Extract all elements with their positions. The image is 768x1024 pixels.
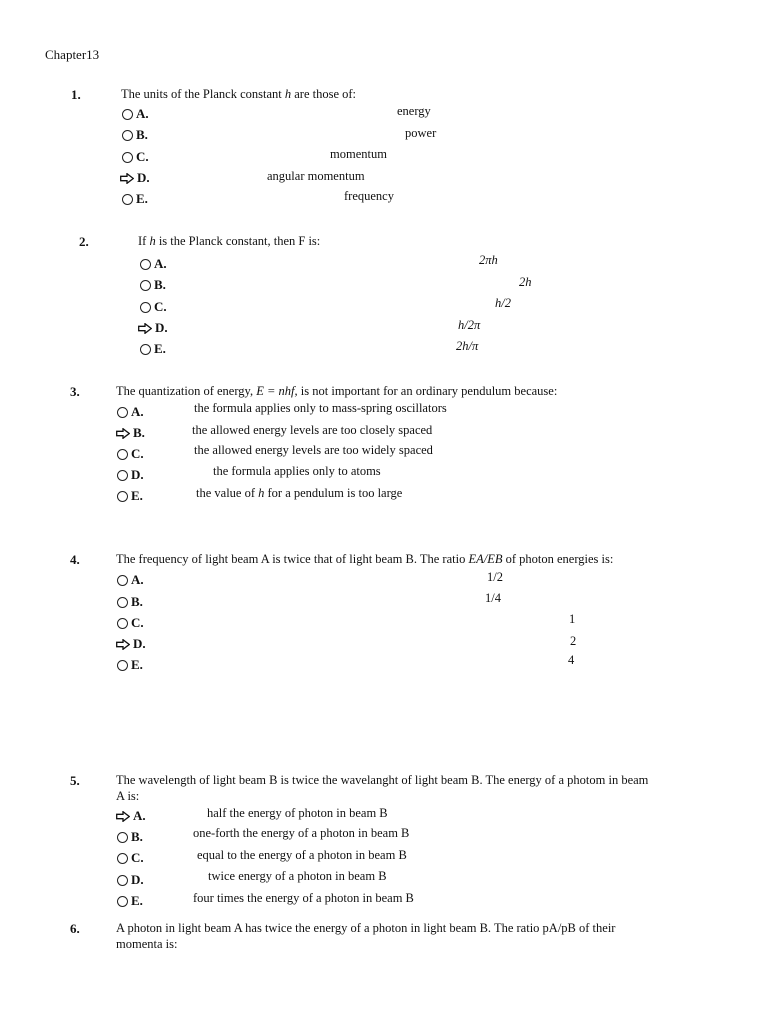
radio-button[interactable] — [122, 194, 133, 205]
option-text: 2h — [519, 275, 532, 289]
question-number: 2. — [79, 234, 89, 249]
radio-button[interactable] — [117, 470, 128, 481]
option-text: 2 — [570, 634, 577, 648]
option-text: twice energy of a photon in beam B — [208, 869, 387, 883]
radio-button[interactable] — [117, 660, 128, 671]
option-text: 1/4 — [485, 591, 501, 605]
radio-button[interactable] — [122, 152, 133, 163]
option-text: frequency — [344, 189, 394, 203]
radio-button[interactable] — [117, 853, 128, 864]
option-text: 4 — [568, 653, 575, 667]
question-number: 1. — [71, 87, 81, 102]
arrow-right-icon — [138, 323, 152, 334]
option-2d[interactable]: D. — [138, 320, 168, 336]
option-4e[interactable]: E. — [117, 657, 143, 673]
question-text-continued: momenta is: — [116, 937, 178, 951]
option-1e[interactable]: E. — [122, 191, 148, 207]
question-text: The quantization of energy, E = nhf, is not important for an ordinary pendulum because: — [116, 384, 558, 398]
option-text: the allowed energy levels are too closely spaced — [192, 423, 433, 437]
radio-button[interactable] — [140, 280, 151, 291]
option-text: power — [405, 126, 437, 140]
option-1b[interactable]: B. — [122, 127, 148, 143]
radio-button[interactable] — [117, 618, 128, 629]
option-text: 2h/π — [456, 339, 479, 353]
question-text: The frequency of light beam A is twice that of light beam B. The ratio EA/EB of photon energies is: — [116, 552, 614, 566]
option-1c[interactable]: C. — [122, 149, 149, 165]
radio-button[interactable] — [140, 259, 151, 270]
option-3d[interactable]: D. — [117, 467, 144, 483]
option-text: the allowed energy levels are too widely spaced — [194, 443, 433, 457]
option-3e[interactable]: E. — [117, 488, 143, 504]
option-5d[interactable]: D. — [117, 872, 144, 888]
radio-button[interactable] — [122, 130, 133, 141]
option-2b[interactable]: B. — [140, 277, 166, 293]
option-3c[interactable]: C. — [117, 446, 144, 462]
option-1d[interactable]: D. — [120, 170, 150, 186]
option-text: four times the energy of a photon in beam B — [193, 891, 414, 905]
chapter-title: Chapter13 — [45, 47, 100, 62]
option-4d[interactable]: D. — [116, 636, 146, 652]
option-text: equal to the energy of a photon in beam B — [197, 848, 407, 862]
option-4a[interactable]: A. — [117, 572, 144, 588]
radio-button[interactable] — [117, 597, 128, 608]
option-text: angular momentum — [267, 169, 365, 183]
option-2c[interactable]: C. — [140, 299, 167, 315]
radio-button[interactable] — [117, 491, 128, 502]
option-3a[interactable]: A. — [117, 404, 144, 420]
arrow-right-icon — [116, 428, 130, 439]
option-text: half the energy of photon in beam B — [207, 806, 388, 820]
option-4b[interactable]: B. — [117, 594, 143, 610]
option-5b[interactable]: B. — [117, 829, 143, 845]
option-4c[interactable]: C. — [117, 615, 144, 631]
radio-button[interactable] — [117, 832, 128, 843]
question-text-continued: A is: — [116, 789, 140, 803]
option-text: the formula applies only to atoms — [213, 464, 381, 478]
radio-button[interactable] — [117, 896, 128, 907]
option-5a[interactable]: A. — [116, 808, 146, 824]
option-text: h/2 — [495, 296, 511, 310]
option-text: 2πh — [479, 253, 498, 267]
radio-button[interactable] — [140, 302, 151, 313]
option-5e[interactable]: E. — [117, 893, 143, 909]
option-2e[interactable]: E. — [140, 341, 166, 357]
option-text: 1 — [569, 612, 576, 626]
option-text: the formula applies only to mass-spring oscillators — [194, 401, 447, 415]
arrow-right-icon — [116, 811, 130, 822]
radio-button[interactable] — [117, 407, 128, 418]
option-3b[interactable]: B. — [116, 425, 145, 441]
question-number: 6. — [70, 921, 80, 936]
option-text: momentum — [330, 147, 387, 161]
radio-button[interactable] — [117, 575, 128, 586]
question-text: The units of the Planck constant h are those of: — [121, 87, 357, 101]
option-text: energy — [397, 104, 431, 118]
question-number: 3. — [70, 384, 80, 399]
question-number: 4. — [70, 552, 80, 567]
option-text: 1/2 — [487, 570, 503, 584]
option-2a[interactable]: A. — [140, 256, 167, 272]
arrow-right-icon — [116, 639, 130, 650]
option-text: one-forth the energy of a photon in beam B — [193, 826, 410, 840]
question-text: The wavelength of light beam B is twice the wavelanght of light beam B. The energy of a photom in beam — [116, 773, 649, 787]
option-text: h/2π — [458, 318, 481, 332]
arrow-right-icon — [120, 173, 134, 184]
question-number: 5. — [70, 773, 80, 788]
radio-button[interactable] — [140, 344, 151, 355]
option-text: the value of h for a pendulum is too large — [196, 486, 403, 500]
option-5c[interactable]: C. — [117, 850, 144, 866]
radio-button[interactable] — [122, 109, 133, 120]
radio-button[interactable] — [117, 875, 128, 886]
question-text: A photon in light beam A has twice the energy of a photon in light beam B. The ratio pA/pB of their — [116, 921, 616, 935]
option-1a[interactable]: A. — [122, 106, 149, 122]
radio-button[interactable] — [117, 449, 128, 460]
question-text: If h is the Planck constant, then F is: — [138, 234, 321, 248]
